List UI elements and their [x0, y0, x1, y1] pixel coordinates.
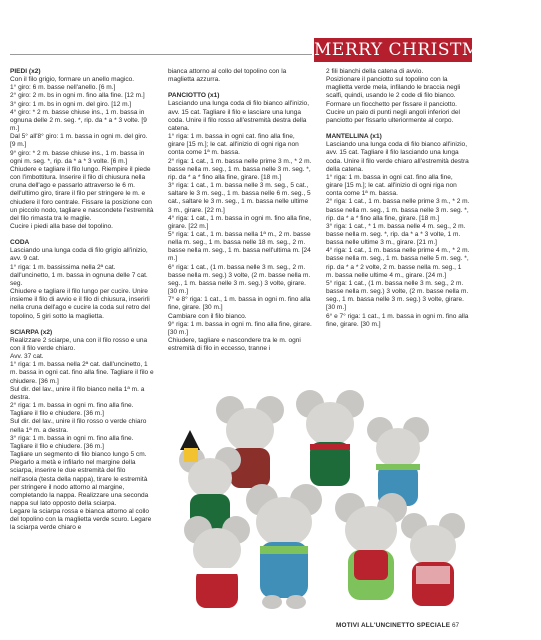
- instruction-line: 5° riga: 1 cat., 1 m. bassa nella 1ª m., 2 m. basse nella m. seg., 1 m. bassa nelle 18 m. seg., 2 m. basse nella m. seg., 1 m. bassa nell'ultima m. [24 m.]: [168, 230, 311, 263]
- instruction-line: 6° e 7° riga: 1 cat., 1 m. bassa in ogni m. fino alla fine, girare. [30 m.]: [326, 312, 469, 328]
- instruction-line: 1° riga: 1 m. bassa nella 2ª cat. dall'uncinetto, 1 m. bassa in ogni cat. fino alla fine. Tagliare il filo e chiudere. [36 m.]: [10, 361, 154, 385]
- header-rule: [10, 54, 312, 55]
- instruction-line: Posizionare il panciotto sul topolino con la maglietta verde mela, infilando le braccia negli scalfi, quindi, usando le 2 code di filo bianco. Formare un fiocchetto per fissare il panciotto. Cucire un paio di punti negli angoli inferiori del panciotto per fissarlo ulteriormente al corpo.: [326, 76, 461, 124]
- instruction-line: 2 fili bianchi della catena di avvio.: [326, 68, 424, 75]
- instruction-line: Tagliare un segmento di filo bianco lungo 5 cm. Piegarlo a metà e infilarlo nel margine della sciarpa, inserire le due estremità del filo nell'asola (testa della nappa), tirare le estremità per stringere il nodo attorno al margine, completando la nappa. Realizzare una seconda nappa sul lato opposto della sciarpa.: [10, 451, 149, 507]
- instruction-line: 2° riga: 1 cat., 1 m. bassa nelle prime 3 m., * 2 m. basse nella m. seg., 1 m. bassa nelle 3 m. seg. *, rip. da * a * fino alla fine, girare. [18 m.]: [326, 198, 470, 222]
- instruction-line: 9° giro: * 2 m. basse chiuse ins., 1 m. bassa in ogni m. seg. *, rip. da * a * 3 volte. [6 m.]: [10, 149, 145, 165]
- instruction-line: Cucire i piedi alla base del topolino.: [10, 222, 113, 230]
- mouse-front-right: [335, 493, 407, 600]
- paragraph-spacer: [10, 321, 154, 329]
- instruction-line: 2° riga: 1 cat., 1 m. bassa nelle prime 3 m., * 2 m. basse nella m. seg., 1 m. bassa nelle 3 m. seg. *, rip. da * a * fino alla fine, girare. [18 m.]: [168, 157, 312, 181]
- text-column-3: [326, 68, 470, 329]
- instruction-line: Sul dir. del lav., unire il filo bianco nella 1ª m. a destra.: [10, 385, 145, 401]
- instruction-line: 7° e 8° riga: 1 cat., 1 m. bassa in ogni m. fino alla fine, girare. [30 m.]: [168, 296, 311, 312]
- instruction-line: Chiudere, tagliare e nascondere tra le m. ogni estremità di filo in eccesso, tranne i: [168, 337, 301, 353]
- instruction-line: Lasciando una lunga coda di filo grigio all'inizio, avv. 9 cat.: [10, 247, 148, 263]
- instruction-line: Chiudere e tagliare il filo lungo. Riempire il piede con l'imbottitura. Inserire il filo di chiusura nella cruna dell'ago e passarlo attraverso le 6 m. dell'ultimo giro, tirare il filo per stringere le m. e chiudere il foro centrale. Fissare la posizione con un piccolo nodo, tagliare e nascondete l'estremità del filo rimasta tra le maglie.: [10, 165, 154, 222]
- instruction-line: 1° riga: 1 m. bassissima nella 2ª cat. dall'uncinetto, 1 m. bassa in ognuna delle 7 cat. seg.: [10, 263, 148, 287]
- mouse-back-right: [296, 390, 364, 486]
- instruction-line: 1° riga: 1 m. bassa in ogni cat. fino alla fine, girare [15 m.]; le cat. all'inizio di ogni riga non conta come 1ª m. bassa.: [326, 173, 457, 198]
- text-column-2: [168, 68, 312, 353]
- instruction-line: Dal 5° all'8° giro: 1 m. bassa in ogni m. del giro. [9 m.]: [10, 133, 148, 149]
- instruction-line: 1° riga: 1 m. bassa in ogni cat. fino alla fine, girare [15 m.]; le cat. all'inizio di ogni riga non conta come 1ª m. bassa.: [168, 133, 299, 157]
- instruction-line: Con il filo grigio, formare un anello magico.: [10, 76, 135, 84]
- section-title: MANTELLINA (x1): [326, 133, 382, 141]
- paragraph-spacer: [168, 84, 312, 92]
- instruction-line: 2° giro: 2 m. bs in ogni m. fino alla fine. [12 m.]: [10, 92, 145, 100]
- instruction-line: Lasciando una lunga coda di filo bianco all'inizio, avv. 15 cat. Tagliare il filo e lasciare una lunga coda. Unire il filo rosso all'estremità destra della catena.: [168, 100, 310, 132]
- instruction-line: 3° riga: 1 cat., * 1 m. bassa nelle 4 m. seg., 2 m. basse nella m. seg. *, rip. da * a * 3 volte, 1 m. bassa nelle ultime 3 m., girare. [21 m.]: [326, 222, 466, 247]
- instruction-line: Lasciando una lunga coda di filo bianco all'inizio, avv. 15 cat. Tagliare il filo lasciando una lunga coda. Unire il filo verde chiaro all'estremità destra della catena.: [326, 141, 469, 173]
- footer-page-number: 67: [451, 622, 460, 629]
- instruction-line: Cambiare con il filo bianco.: [168, 312, 247, 320]
- instruction-line: 2° riga: 1 m. bassa in ogni m. fino alla fine. Tagliare il filo e chiudere. [36 m.]: [10, 402, 134, 418]
- instruction-line: 5° riga: 1 cat., (1 m. bassa nelle 3 m. seg., 2 m. basse nella m. seg.) 3 volte, (2 m. basse nella m. seg., 1 m. bassa nelle 3 m. seg.) 3 volte, girare. [30 m.]: [326, 279, 469, 312]
- instruction-line: 9° riga: 1 m. bassa in ogni m. fino alla fine, girare. [30 m.]: [168, 320, 312, 336]
- instruction-line: bianca attorno al collo del topolino con la maglietta azzurra.: [168, 68, 287, 84]
- mouse-front-center: [246, 484, 322, 609]
- instruction-line: 3° riga: 1 m. bassa in ogni m. fino alla fine. Tagliare il filo e chiudere. [36 m.]: [10, 434, 134, 450]
- instruction-line: Legare la sciarpa rossa e bianca attorno al collo del topolino con la maglietta verde scuro. Legare la sciarpa verde chiaro e: [10, 508, 152, 532]
- page-footer: [336, 622, 459, 629]
- paragraph-spacer: [10, 231, 154, 239]
- instruction-line: 3° riga: 1 cat., 1 m. bassa nelle 3 m. seg., 5 cat., saltare le 3 m. seg., 1 m. bassa nelle 6 m. seg., 5 cat., saltare le 3 m. seg., 1 m. bassa nelle ultime 3 m., girare. [22 m.]: [168, 182, 311, 214]
- mouse-front-left: [184, 516, 250, 608]
- instruction-line: Avv. 37 cat.: [10, 353, 44, 361]
- page-header-title: MERRY CHRISTMOUSE!: [314, 40, 541, 60]
- instruction-line: 4° giro: * 2 m. basse chiuse ins., 1 m. bassa in ognuna delle 2 m. seg. *, rip. da * a * 3 volte. [9 m.]: [10, 108, 147, 133]
- section-title: PANCIOTTO (x1): [168, 92, 220, 100]
- instruction-line: 6° riga: 1 cat., (1 m. bassa nelle 3 m. seg., 2 m. basse nella m. seg.) 3 volte, (2 m. basse nella m. seg., 1 m. bassa nelle 3 m. seg.) 3 volte, girare. [30 m.]: [168, 263, 311, 296]
- section-title: PIEDI (x2): [10, 68, 41, 75]
- footer-magazine: MOTIVI ALL'UNCINETTO SPECIALE: [336, 622, 451, 629]
- instruction-line: 3° giro: 1 m. bs in ogni m. del giro. [12 m.]: [10, 100, 132, 108]
- instruction-line: Realizzare 2 sciarpe, una con il filo rosso e una con il filo verde chiaro.: [10, 336, 148, 352]
- instruction-line: Sul dir. del lav., unire il filo rosso o verde chiaro nella 1ª m. a destra.: [10, 418, 147, 434]
- crochet-mice-photo: [170, 390, 466, 616]
- mouse-far-right: [401, 513, 465, 606]
- instruction-line: 1° giro: 6 m. basse nell'anello. [6 m.]: [10, 84, 116, 92]
- mouse-right-scarf: [367, 417, 429, 506]
- instruction-line: Chiudere e tagliare il filo lungo per cucire. Unire insieme il filo di avvio e il filo di chiusura, inserirli nella cruna dell'ago e cucire la coda sul retro del topolino, 5 giri sotto la maglietta.: [10, 288, 150, 320]
- text-column-1: [10, 68, 154, 533]
- section-title: SCIARPA (x2): [10, 328, 53, 336]
- paragraph-spacer: [326, 125, 470, 133]
- section-title: CODA: [10, 239, 30, 247]
- instruction-line: 4° riga: 1 cat., 1 m. bassa in ogni m. fino alla fine, girare. [22 m.]: [168, 214, 312, 230]
- instruction-line: 4° riga: 1 cat., 1 m. bassa nelle prime 4 m., * 2 m. basse nella m. seg., 1 m. bassa nelle 5 m. seg. *, rip. da * a * 2 volte, 2 m. basse nella m. seg., 1 m. bassa nelle ultime 4 m., girare. [24 m.]: [326, 247, 470, 279]
